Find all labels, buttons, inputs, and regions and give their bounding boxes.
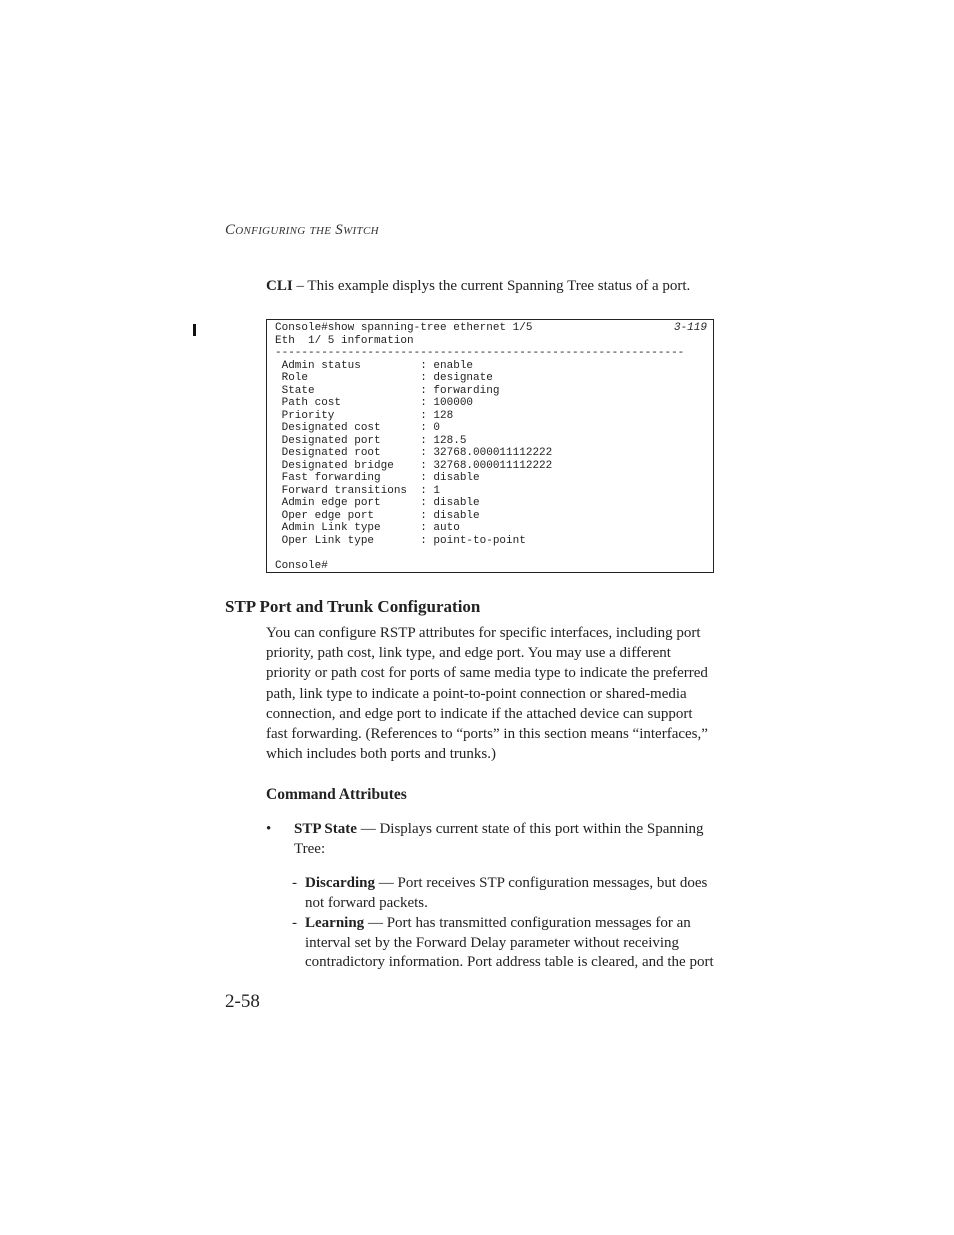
stp-state-text [294, 819, 716, 859]
console-line: Forward transitions : 1 [275, 484, 441, 497]
console-line: Admin Link type : auto [275, 522, 460, 534]
stp-state-term: STP State [294, 821, 357, 837]
discarding-term: Discarding [305, 875, 376, 891]
console-line: Admin edge port : disable [275, 497, 480, 509]
dash-symbol: - [292, 875, 297, 891]
console-command: Console#show spanning-tree ethernet 1/5 [275, 322, 533, 334]
console-line: Path cost : 100000 [275, 397, 474, 409]
page-number: 2-58 [225, 991, 260, 1012]
console-line: Designated port : 128.5 [275, 434, 467, 447]
console-reference: 3-119 [673, 322, 707, 334]
console-line: -------------------------------------------------------------- [275, 347, 685, 359]
console-line: Fast forwarding : disable [275, 472, 480, 484]
learning-text [305, 914, 717, 973]
learning-term: Learning [305, 915, 365, 931]
console-line: Oper edge port : disable [275, 509, 480, 522]
console-line: State : forwarding [275, 384, 500, 397]
running-header: Configuring the Switch [225, 222, 379, 238]
dash-symbol: - [292, 915, 297, 931]
console-line: Admin status : enable [275, 359, 474, 372]
section-paragraph: You can configure RSTP attributes for specific interfaces, including port priority, path cost, link type, and edge port. You may use a different priority or path cost for ports of same media type to indicate the preferred path, link type to indicate a point-to-point connection or shared-media connection, and edge port to indicate if the attached device can support fast forwarding. (References to “ports” in this section means “interfaces,” which includes both ports and trunks.) [266, 625, 708, 763]
console-line: Designated cost : 0 [275, 422, 441, 434]
console-example [266, 319, 714, 573]
discarding-text [305, 874, 717, 913]
console-line: Designated root : 32768.000011112222 [275, 447, 553, 459]
cli-label: CLI [266, 278, 293, 294]
console-line: Designated bridge : 32768.000011112222 [275, 459, 553, 472]
console-output [275, 335, 684, 573]
intro-sentence [266, 276, 716, 296]
stp-state-desc: — Displays current state of this port within the Spanning Tree: [294, 821, 704, 857]
console-line [275, 547, 684, 560]
section-title: STP Port and Trunk Configuration [225, 597, 481, 616]
intro-text: – This example displys the current Spanning Tree status of a port. [292, 278, 691, 294]
console-line: Priority : 128 [275, 409, 454, 422]
command-attributes-heading: Command Attributes [266, 786, 407, 803]
console-line: Role : designate [275, 372, 493, 384]
bullet-symbol: • [266, 821, 272, 837]
change-bar [193, 324, 196, 336]
learning-desc: — Port has transmitted configuration messages for an interval set by the Forward Delay parameter without receiving contradictory information. Port address table is cleared, and the port [305, 915, 714, 970]
console-line: Console# [275, 559, 328, 572]
console-line: Eth 1/ 5 information [275, 334, 414, 347]
console-line: Oper Link type : point-to-point [275, 534, 526, 547]
discarding-desc: — Port receives STP configuration messages, but does not forward packets. [305, 875, 708, 911]
